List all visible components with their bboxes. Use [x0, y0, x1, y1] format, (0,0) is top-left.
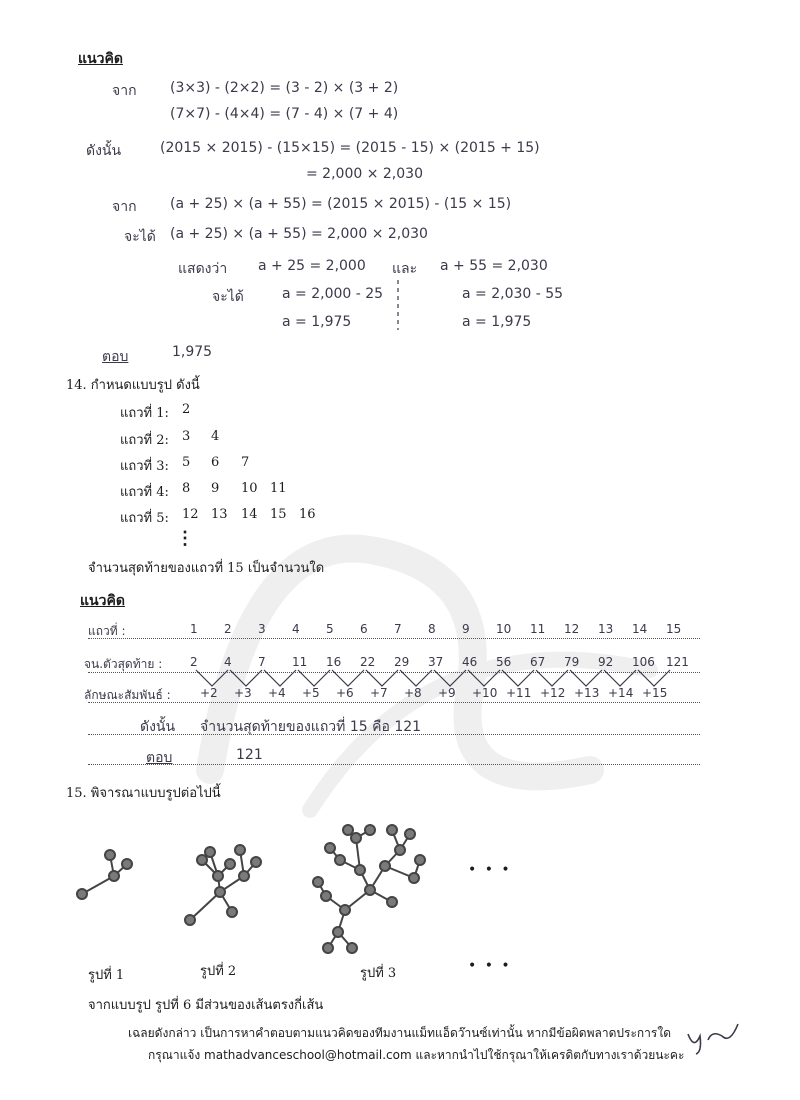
- q14-row-5-value: 13: [211, 507, 228, 522]
- sol1-get-label: จะได้: [212, 289, 244, 305]
- q14-row-5-value: 15: [270, 507, 287, 522]
- difference-arrow: [434, 670, 466, 686]
- last-number: 79: [564, 655, 580, 669]
- q14-row-2-value: 4: [211, 429, 220, 444]
- q15-tree-figures: [0, 820, 560, 970]
- row-number: 6: [360, 622, 368, 636]
- last-number: 11: [292, 655, 308, 669]
- q14-row-4-label: แถวที่ 4:: [120, 485, 169, 500]
- last-number: 106: [632, 655, 655, 669]
- difference-value: +7: [370, 686, 388, 700]
- sol1-and-label: และ: [392, 261, 418, 277]
- q14-row-1-value: 2: [182, 402, 191, 417]
- difference-value: +11: [506, 686, 532, 700]
- difference-value: +5: [302, 686, 320, 700]
- difference-arrow: [298, 670, 330, 686]
- sol1-answer: 1,975: [172, 344, 213, 360]
- sol1-line-3-label: ดังนั้น: [86, 143, 122, 159]
- difference-value: +4: [268, 686, 286, 700]
- q15-caption-1: รูปที่ 1: [88, 968, 125, 983]
- sol2-diff-label: ลักษณะสัมพันธ์ :: [84, 688, 171, 702]
- row-number: 7: [394, 622, 402, 636]
- row-number: 9: [462, 622, 470, 636]
- difference-arrow: [366, 670, 398, 686]
- sol1-line-5-expr: (a + 25) × (a + 55) = (2015 × 2015) - (15 × 15): [170, 196, 512, 212]
- last-number: 92: [598, 655, 614, 669]
- difference-value: +10: [472, 686, 498, 700]
- difference-arrow: [196, 670, 228, 686]
- dotted-line: [88, 764, 700, 765]
- difference-arrow: [264, 670, 296, 686]
- difference-value: +3: [234, 686, 252, 700]
- handwritten-signature: [682, 1018, 742, 1058]
- q15-question: จากแบบรูป รูปที่ 6 มีส่วนของเส้นตรงกี่เส้น: [88, 998, 324, 1013]
- last-number: 56: [496, 655, 512, 669]
- sol1-line-4-expr: = 2,000 × 2,030: [306, 166, 423, 182]
- q14-row-4-value: 10: [241, 481, 258, 496]
- q14-row-5-value: 12: [182, 507, 199, 522]
- last-number: 46: [462, 655, 478, 669]
- row-number: 12: [564, 622, 580, 636]
- q15-caption-ellipsis: • • •: [468, 958, 512, 974]
- q14-row-5-label: แถวที่ 5:: [120, 511, 169, 526]
- row-number: 2: [224, 622, 232, 636]
- figure-2-tree: [185, 845, 261, 925]
- sol1-line-6-label: จะได้: [124, 229, 156, 245]
- q14-row-3-value: 5: [182, 455, 191, 470]
- row-number: 15: [666, 622, 682, 636]
- difference-arrow: [502, 670, 534, 686]
- sol2-row-label: แถวที่ :: [88, 624, 126, 638]
- difference-arrow: [332, 670, 364, 686]
- sol2-conclusion: จำนวนสุดท้ายของแถวที่ 15 คือ 121: [200, 719, 422, 735]
- last-number: 7: [258, 655, 266, 669]
- row-number: 5: [326, 622, 334, 636]
- row-number: 14: [632, 622, 648, 636]
- sol1-right-eq: a + 55 = 2,030: [440, 258, 548, 274]
- sol2-answer: 121: [236, 747, 263, 763]
- q14-row-2-value: 3: [182, 429, 191, 444]
- last-number: 16: [326, 655, 342, 669]
- figure-3-tree: [313, 825, 425, 953]
- difference-value: +15: [642, 686, 668, 700]
- solution-heading-2: แนวคิด: [80, 593, 125, 609]
- q14-row-3-value: 7: [241, 455, 250, 470]
- q14-row-2-label: แถวที่ 2:: [120, 433, 169, 448]
- difference-arrow: [604, 670, 636, 686]
- row-number: 11: [530, 622, 546, 636]
- q14-ellipsis: ⋮: [176, 528, 194, 549]
- last-number: 4: [224, 655, 232, 669]
- sol1-line-3-expr: (2015 × 2015) - (15×15) = (2015 - 15) × (2015 + 15): [160, 140, 540, 156]
- difference-arrow: [638, 670, 670, 686]
- q14-question: จำนวนสุดท้ายของแถวที่ 15 เป็นจำนวนใด: [88, 561, 325, 576]
- sol1-line-6-expr: (a + 25) × (a + 55) = 2,000 × 2,030: [170, 226, 428, 242]
- q14-row-1-label: แถวที่ 1:: [120, 406, 169, 421]
- sol1-show-label: แสดงว่า: [178, 261, 228, 277]
- difference-value: +14: [608, 686, 634, 700]
- last-number: 22: [360, 655, 376, 669]
- q14-row-5-value: 16: [299, 507, 316, 522]
- q14-row-4-value: 9: [211, 481, 220, 496]
- q14-row-4-value: 8: [182, 481, 191, 496]
- sol1-right-result: a = 1,975: [462, 314, 532, 330]
- difference-value: +2: [200, 686, 218, 700]
- sol1-line-2-expr: (7×7) - (4×4) = (7 - 4) × (7 + 4): [170, 106, 399, 122]
- row-number: 1: [190, 622, 198, 636]
- difference-arrow: [570, 670, 602, 686]
- last-number: 37: [428, 655, 444, 669]
- sol1-line-5-label: จาก: [112, 199, 137, 215]
- last-number: 29: [394, 655, 410, 669]
- difference-value: +13: [574, 686, 600, 700]
- difference-arrow: [400, 670, 432, 686]
- sol1-left-result: a = 1,975: [282, 314, 352, 330]
- difference-value: +8: [404, 686, 422, 700]
- q14-row-4-value: 11: [270, 481, 287, 496]
- difference-arrow: [230, 670, 262, 686]
- q14-row-3-value: 6: [211, 455, 220, 470]
- sol1-line-1-label: จาก: [112, 83, 137, 99]
- difference-value: +12: [540, 686, 566, 700]
- q14-row-5-value: 14: [241, 507, 258, 522]
- solution-heading-1: แนวคิด: [78, 51, 123, 67]
- q15-title: 15. พิจารณาแบบรูปต่อไปนี้: [66, 786, 221, 801]
- sol1-line-1-expr: (3×3) - (2×2) = (3 - 2) × (3 + 2): [170, 80, 399, 96]
- difference-arrow: [468, 670, 500, 686]
- row-number: 3: [258, 622, 266, 636]
- difference-value: +9: [438, 686, 456, 700]
- sol1-right-step: a = 2,030 - 55: [462, 286, 564, 302]
- sol1-left-step: a = 2,000 - 25: [282, 286, 384, 302]
- difference-value: +6: [336, 686, 354, 700]
- figure-1-tree: [77, 850, 132, 899]
- row-number: 8: [428, 622, 436, 636]
- q14-row-3-label: แถวที่ 3:: [120, 459, 169, 474]
- q15-caption-3: รูปที่ 3: [360, 966, 397, 981]
- q14-title: 14. กำหนดแบบรูป ดังนี้: [66, 378, 200, 393]
- last-number: 2: [190, 655, 198, 669]
- last-number: 121: [666, 655, 689, 669]
- row-number: 10: [496, 622, 512, 636]
- q15-figure-ellipsis: • • •: [468, 862, 512, 878]
- row-number: 4: [292, 622, 300, 636]
- difference-arrow: [536, 670, 568, 686]
- sol2-last-label: จน.ตัวสุดท้าย :: [84, 657, 163, 671]
- sol2-conclusion-label: ดังนั้น: [140, 719, 176, 735]
- row-number: 13: [598, 622, 614, 636]
- footer-contact: กรุณาแจ้ง mathadvanceschool@hotmail.com และหากนำไปใช้กรุณาให้เครดิตกับทางเราด้วยนะคะ: [148, 1048, 685, 1062]
- sol1-left-eq: a + 25 = 2,000: [258, 258, 366, 274]
- footer-disclaimer: เฉลยดังกล่าว เป็นการหาคำตอบตามแนวคิดของทีมงานแม็ทแอ็ดว๊านซ์เท่านั้น หากมีข้อผิดพลาดประการใด: [128, 1026, 671, 1040]
- sol2-answer-label: ตอบ: [146, 750, 173, 766]
- last-number: 67: [530, 655, 546, 669]
- q15-caption-2: รูปที่ 2: [200, 964, 237, 979]
- sol1-answer-label: ตอบ: [102, 349, 129, 365]
